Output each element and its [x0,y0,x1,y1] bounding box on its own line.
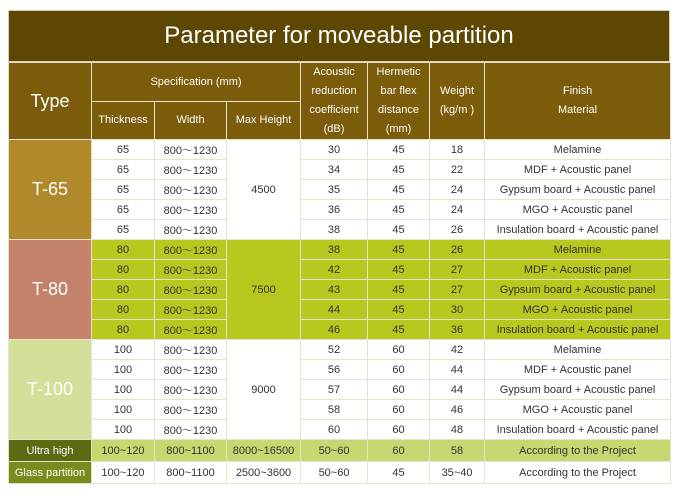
table-row [9,280,671,300]
header-finish-line: Finish [562,85,593,97]
width-cell: 800～1230 [155,380,227,400]
header-hermetic-line: distance [378,104,419,116]
table-row [9,400,671,420]
weight-cell: 36 [430,320,485,340]
table-row [9,160,671,180]
thickness-cell: 65 [92,140,155,160]
width-cell: 800～1230 [155,360,227,380]
header-hermetic-line: Hermetic [376,66,421,78]
hermetic-cell: 60 [368,440,430,462]
width-cell: 800～1230 [155,300,227,320]
max-height-cell: 2500~3600 [227,462,301,484]
table-row [9,200,671,220]
header-width: Width [155,102,227,140]
width-cell: 800～1230 [155,280,227,300]
acoustic-cell: 46 [301,320,368,340]
finish-cell: MGO + Acoustic panel [485,200,671,220]
weight-cell: 24 [430,180,485,200]
table-row [9,440,671,462]
finish-cell: Gypsum board + Acoustic panel [485,180,671,200]
weight-cell: 26 [430,220,485,240]
weight-cell: 30 [430,300,485,320]
header-type: Type [9,63,92,140]
weight-cell: 42 [430,340,485,360]
parameter-table [8,62,671,484]
acoustic-cell: 43 [301,280,368,300]
acoustic-cell: 50~60 [301,462,368,484]
weight-cell: 26 [430,240,485,260]
thickness-cell: 80 [92,320,155,340]
thickness-cell: 100 [92,400,155,420]
header-acoustic-line: coefficient [309,104,359,116]
thickness-cell: 65 [92,180,155,200]
hermetic-cell: 45 [368,160,430,180]
thickness-cell: 100~120 [92,440,155,462]
width-cell: 800～1230 [155,340,227,360]
hermetic-cell: 45 [368,240,430,260]
acoustic-cell: 34 [301,160,368,180]
finish-cell: Gypsum board + Acoustic panel [485,380,671,400]
weight-cell: 27 [430,280,485,300]
width-cell: 800~1100 [155,462,227,484]
header-specification: Specification (mm) [92,63,301,102]
acoustic-cell: 42 [301,260,368,280]
finish-cell: According to the Project [485,462,671,484]
width-cell: 800～1230 [155,240,227,260]
header-max-height: Max Height [227,102,301,140]
thickness-cell: 100 [92,360,155,380]
weight-cell: 44 [430,360,485,380]
thickness-cell: 65 [92,220,155,240]
weight-cell: 27 [430,260,485,280]
hermetic-cell: 45 [368,140,430,160]
acoustic-cell: 35 [301,180,368,200]
width-cell: 800～1230 [155,180,227,200]
thickness-cell: 80 [92,240,155,260]
thickness-cell: 65 [92,160,155,180]
acoustic-cell: 38 [301,240,368,260]
width-cell: 800～1230 [155,400,227,420]
table-body [9,140,671,484]
width-cell: 800～1230 [155,140,227,160]
hermetic-cell: 60 [368,400,430,420]
acoustic-cell: 38 [301,220,368,240]
weight-cell: 44 [430,380,485,400]
thickness-cell: 100 [92,340,155,360]
width-cell: 800~1100 [155,440,227,462]
table-row [9,260,671,280]
table-row [9,340,671,360]
type-cell: T-80 [9,240,92,340]
finish-cell: Melamine [485,340,671,360]
weight-cell: 24 [430,200,485,220]
width-cell: 800～1230 [155,220,227,240]
finish-cell: According to the Project [485,440,671,462]
max-height-cell: 8000~16500 [227,440,301,462]
header-hermetic-line: (mm) [385,123,412,135]
finish-cell: MGO + Acoustic panel [485,400,671,420]
type-cell: Ultra high [9,440,92,462]
table-row [9,320,671,340]
table-row [9,420,671,440]
hermetic-cell: 60 [368,360,430,380]
table-row [9,380,671,400]
header-acoustic [301,63,368,140]
width-cell: 800～1230 [155,420,227,440]
acoustic-cell: 44 [301,300,368,320]
table-row [9,462,671,484]
header-finish [485,63,671,140]
table-row [9,360,671,380]
thickness-cell: 100 [92,380,155,400]
acoustic-cell: 56 [301,360,368,380]
header-weight [430,63,485,140]
finish-cell: MGO + Acoustic panel [485,300,671,320]
header-acoustic-line: Acoustic [313,66,355,78]
finish-cell: MDF + Acoustic panel [485,360,671,380]
table-row [9,180,671,200]
thickness-cell: 80 [92,280,155,300]
finish-cell: Melamine [485,140,671,160]
header-hermetic [368,63,430,140]
hermetic-cell: 45 [368,260,430,280]
table-row [9,240,671,260]
weight-cell: 46 [430,400,485,420]
header-thickness: Thickness [92,102,155,140]
weight-cell: 22 [430,160,485,180]
finish-cell: MDF + Acoustic panel [485,260,671,280]
hermetic-cell: 45 [368,462,430,484]
hermetic-cell: 45 [368,220,430,240]
weight-cell: 18 [430,140,485,160]
acoustic-cell: 50~60 [301,440,368,462]
finish-cell: Insulation board + Acoustic panel [485,220,671,240]
table-title: Parameter for moveable partition [8,10,670,62]
acoustic-cell: 60 [301,420,368,440]
table-row [9,220,671,240]
thickness-cell: 80 [92,300,155,320]
finish-cell: Insulation board + Acoustic panel [485,320,671,340]
weight-cell: 48 [430,420,485,440]
finish-cell: Insulation board + Acoustic panel [485,420,671,440]
table-row [9,300,671,320]
hermetic-cell: 60 [368,420,430,440]
max-height-cell: 4500 [227,140,301,240]
thickness-cell: 65 [92,200,155,220]
thickness-cell: 80 [92,260,155,280]
hermetic-cell: 45 [368,180,430,200]
width-cell: 800～1230 [155,320,227,340]
hermetic-cell: 45 [368,280,430,300]
width-cell: 800～1230 [155,160,227,180]
acoustic-cell: 52 [301,340,368,360]
max-height-cell: 7500 [227,240,301,340]
max-height-cell: 9000 [227,340,301,440]
weight-cell: 35~40 [430,462,485,484]
acoustic-cell: 36 [301,200,368,220]
table-row [9,140,671,160]
parameter-table-container [8,10,670,484]
thickness-cell: 100~120 [92,462,155,484]
finish-cell: Gypsum board + Acoustic panel [485,280,671,300]
thickness-cell: 100 [92,420,155,440]
finish-cell: MDF + Acoustic panel [485,160,671,180]
hermetic-cell: 45 [368,320,430,340]
acoustic-cell: 57 [301,380,368,400]
header-hermetic-line: bar flex [380,85,417,97]
hermetic-cell: 60 [368,340,430,360]
acoustic-cell: 30 [301,140,368,160]
header-finish-line: Material [557,104,598,116]
type-cell: Glass partition [9,462,92,484]
type-cell: T-65 [9,140,92,240]
header-weight-line: Weight [439,85,475,97]
header-acoustic-line: (dB) [323,123,345,135]
hermetic-cell: 60 [368,380,430,400]
type-cell: T-100 [9,340,92,440]
header-acoustic-line: reduction [311,85,357,97]
finish-cell: Melamine [485,240,671,260]
width-cell: 800～1230 [155,260,227,280]
header-weight-line: (kg/m ) [439,104,475,116]
acoustic-cell: 58 [301,400,368,420]
hermetic-cell: 45 [368,300,430,320]
weight-cell: 58 [430,440,485,462]
hermetic-cell: 45 [368,200,430,220]
width-cell: 800～1230 [155,200,227,220]
